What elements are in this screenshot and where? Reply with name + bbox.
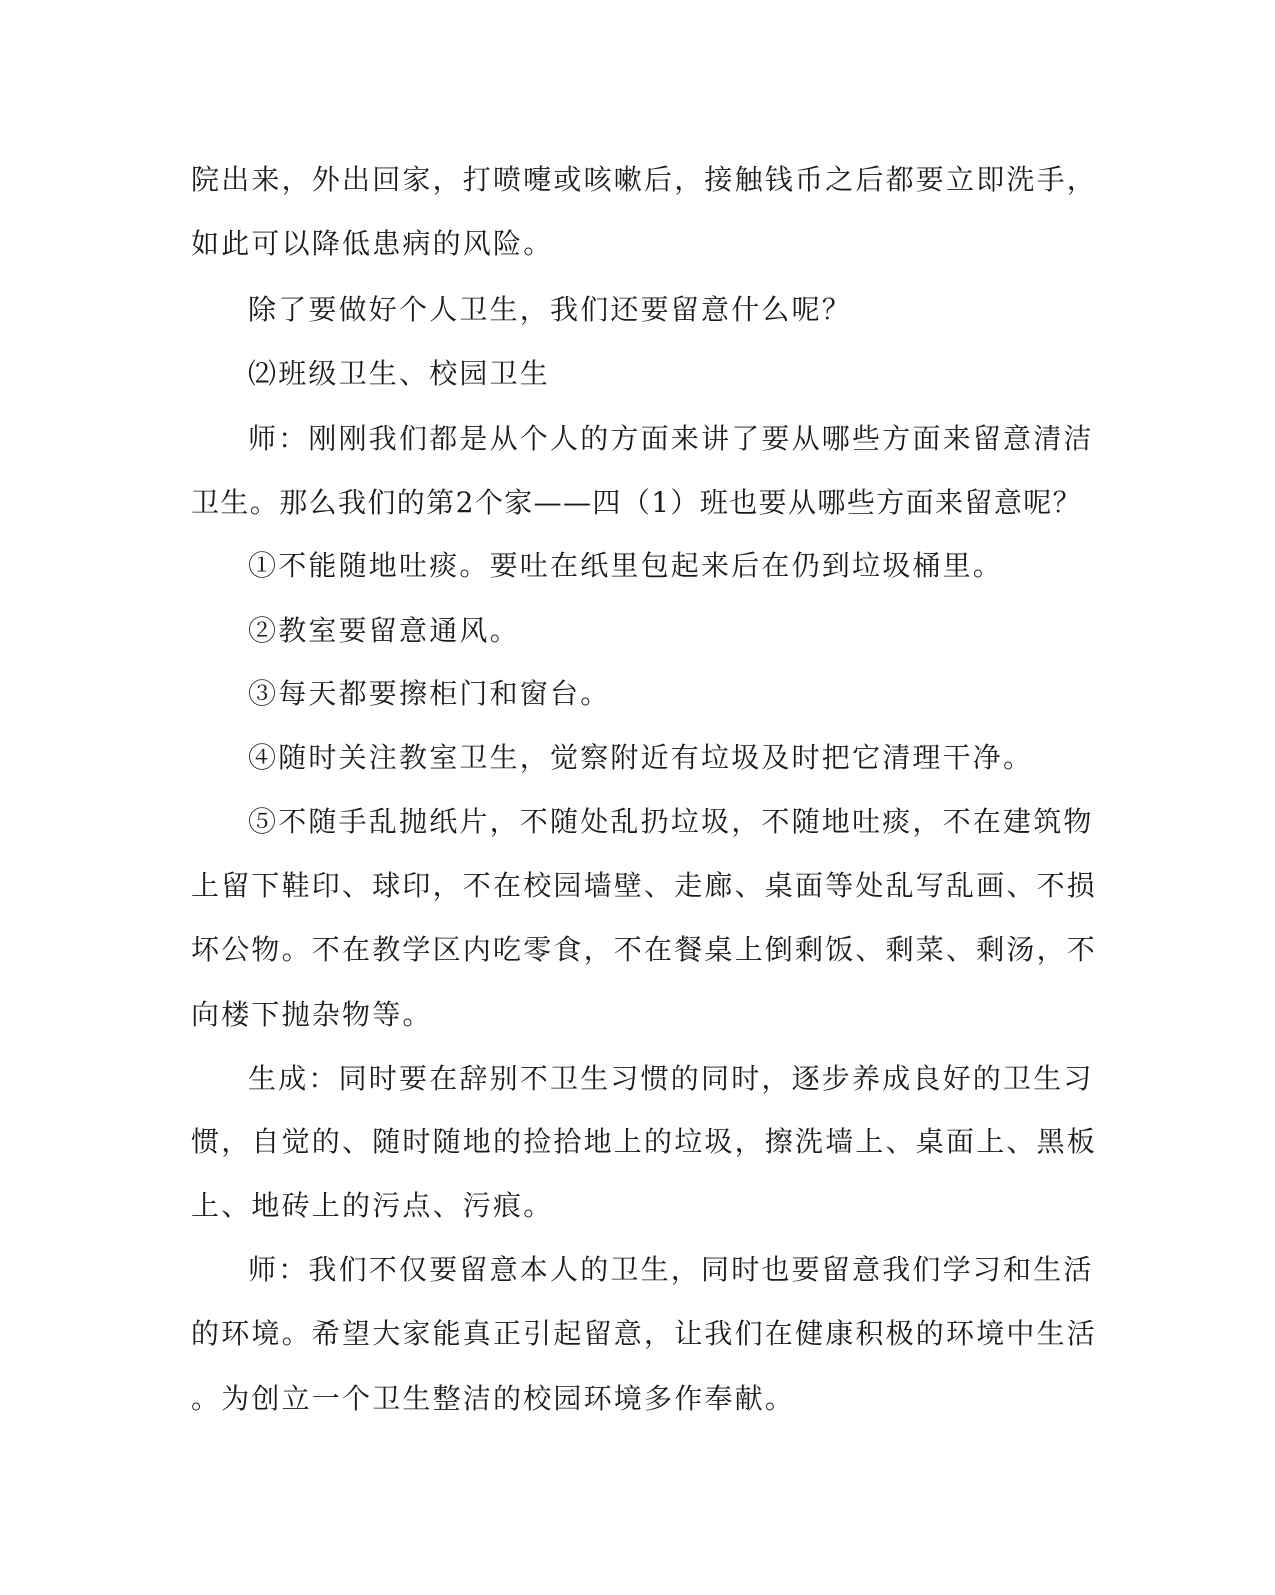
list-item: ④随时关注教室卫生，觉察附近有垃圾及时把它清理干净。 — [248, 741, 1034, 774]
text-line: 。为创立一个卫生整洁的校园环境多作奉献。 — [191, 1382, 796, 1415]
text-line: 的环境。希望大家能真正引起留意，让我们在健康积极的环境中生活 — [191, 1317, 1098, 1350]
text-line: 除了要做好个人卫生，我们还要留意什么呢？ — [248, 293, 853, 326]
section-heading: ⑵班级卫生、校园卫生 — [248, 357, 551, 390]
list-item: ①不能随地吐痰。要吐在纸里包起来后在仍到垃圾桶里。 — [248, 549, 1004, 582]
text-line: 师：我们不仅要留意本人的卫生，同时也要留意我们学习和生活 — [248, 1253, 1094, 1286]
text-line: 惯，自觉的、随时随地的捡拾地上的垃圾，擦洗墙上、桌面上、黑板 — [191, 1125, 1098, 1158]
text-line: 向楼下抛杂物等。 — [191, 998, 433, 1031]
text-line: 院出来，外出回家，打喷嚏或咳嗽后，接触钱币之后都要立即洗手， — [191, 163, 1098, 196]
list-item: ⑤不随手乱抛纸片，不随处乱扔垃圾，不随地吐痰，不在建筑物 — [248, 805, 1094, 838]
text-line: 生成：同时要在辞别不卫生习惯的同时，逐步养成良好的卫生习 — [248, 1062, 1094, 1095]
text-line: 师：刚刚我们都是从个人的方面来讲了要从哪些方面来留意清洁 — [248, 422, 1094, 455]
list-item: ②教室要留意通风。 — [248, 614, 520, 647]
text-line: 如此可以降低患病的风险。 — [191, 227, 554, 260]
text-line: 坏公物。不在教学区内吃零食，不在餐桌上倒剩饭、剩菜、剩汤，不 — [191, 933, 1098, 966]
text-line: 上留下鞋印、球印，不在校园墙壁、走廊、桌面等处乱写乱画、不损 — [191, 869, 1098, 902]
text-line: 卫生。那么我们的第2个家——四（1）班也要从哪些方面来留意呢？ — [191, 486, 1083, 519]
list-item: ③每天都要擦柜门和窗台。 — [248, 677, 611, 710]
text-line: 上、地砖上的污点、污痕。 — [191, 1189, 554, 1222]
